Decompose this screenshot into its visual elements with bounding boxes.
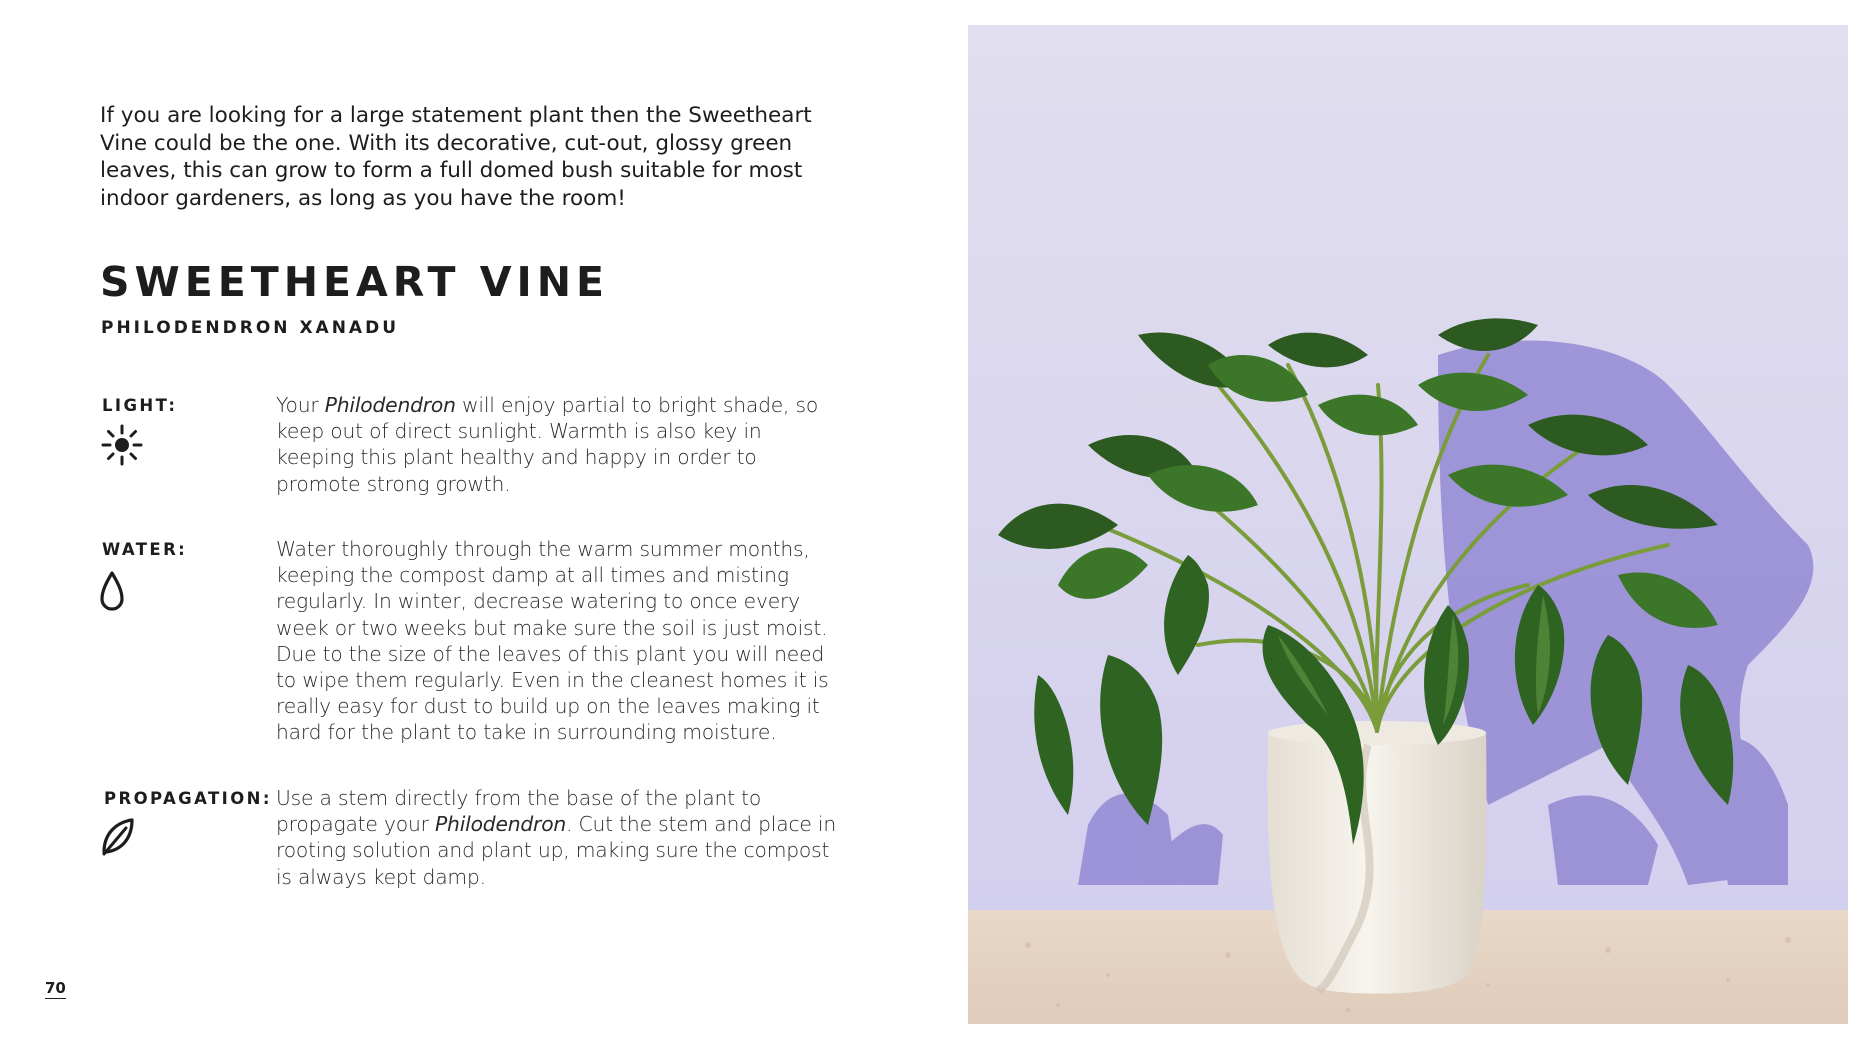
water-drop-icon: [100, 569, 144, 613]
plant-latin-name: PHILODENDRON XANADU: [101, 318, 400, 338]
sun-icon: [100, 423, 144, 467]
plant-photo: [968, 25, 1848, 1024]
intro-paragraph: If you are looking for a large statement plant then the Sweetheart Vine could be the one. With its decorative, cut-out, glossy green leaves, this can grow to form a full domed bush suitable for most indoor gardeners, as long as you have the room!: [100, 103, 812, 211]
plant-photo-illustration: [968, 25, 1848, 1024]
water-text: Water thoroughly through the warm summer months, keeping the compost damp at all times and misting regularly. In winter, decrease watering to once every week or two weeks but make sure the soil is just moist. Due to the size of the leaves of this plant you will need to wipe them regularly. Even in the cleanest homes it is really easy for dust to build up on the leaves making it hard for the plant to take in surrounding moisture.: [276, 537, 829, 745]
leaf-icon: [100, 814, 144, 858]
water-label: WATER:: [102, 540, 188, 559]
page-number: 70: [45, 979, 66, 997]
propagation-text: Use a stem directly from the base of the plant to propagate your Philodendron. Cut the stem and place in rooting solution and plant up, making sure the compost is always kept damp.: [276, 786, 837, 889]
light-label: LIGHT:: [102, 396, 178, 415]
plant-title: SWEETHEART VINE: [100, 258, 610, 306]
propagation-label: PROPAGATION:: [104, 789, 272, 808]
light-text: Your Philodendron will enjoy partial to bright shade, so keep out of direct sunlight. Warmth is also key in keeping this plant healthy and happy in order to promote strong growth.: [276, 393, 819, 496]
